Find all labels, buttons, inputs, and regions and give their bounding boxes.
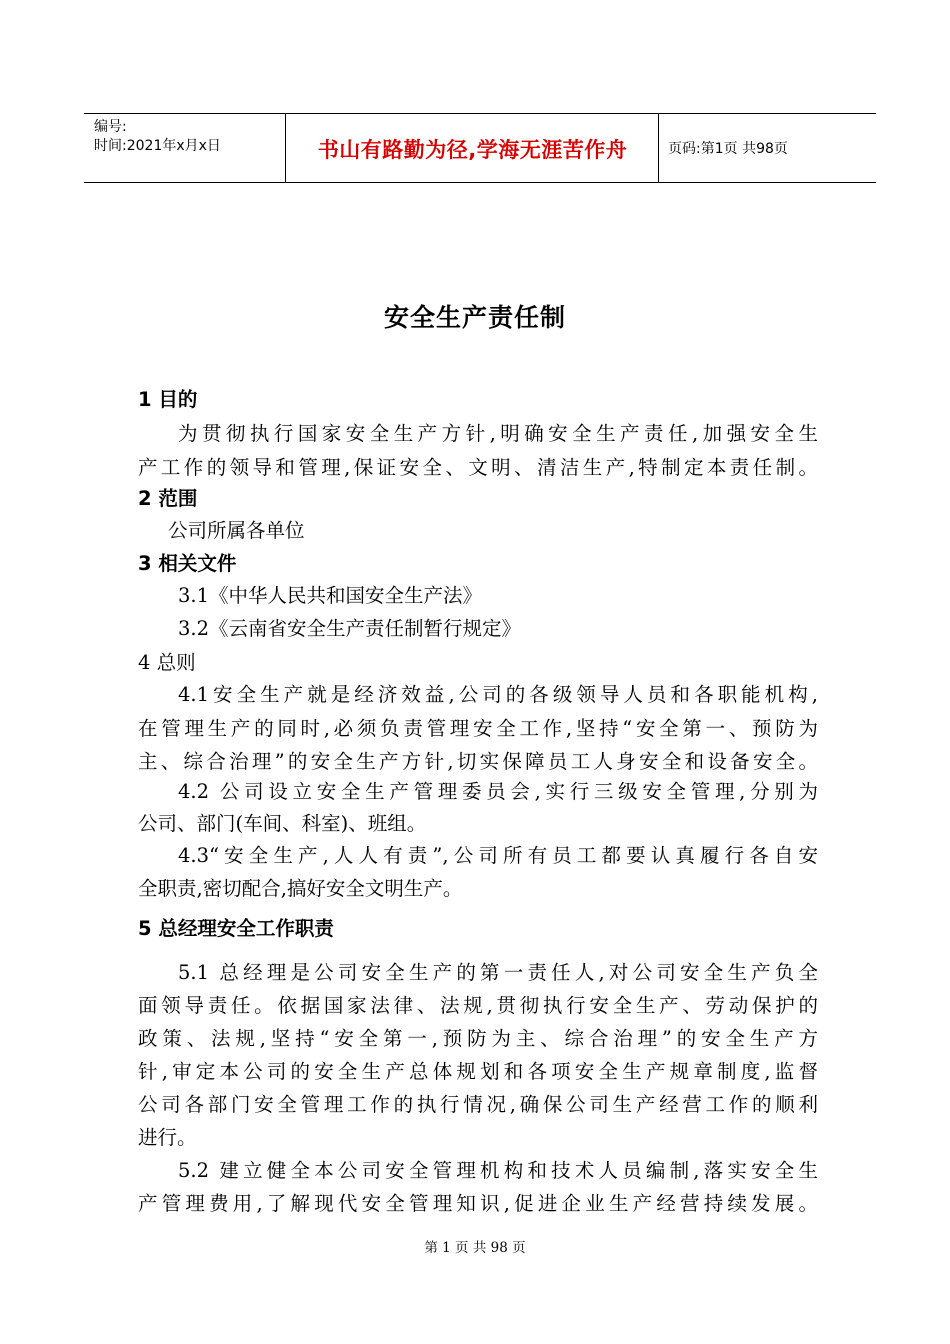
section-heading: 1 目的 [138, 388, 198, 411]
paragraph-line: 针,审定本公司的安全生产总体规划和各项安全生产规章制度,监督 [138, 1060, 818, 1083]
section-heading: 3 相关文件 [138, 552, 237, 575]
header-motto: 书山有路勤为径,学海无涯苦作舟 [317, 138, 628, 162]
section-heading: 2 范围 [138, 487, 198, 510]
paragraph-line: 全职责,密切配合,搞好安全文明生产。 [138, 877, 463, 900]
section-heading: 5 总经理安全工作职责 [138, 917, 334, 940]
document-header [84, 113, 876, 183]
paragraph-line: 产管理费用,了解现代安全管理知识,促进企业生产经营持续发展。 [138, 1192, 818, 1215]
header-meta [94, 118, 221, 156]
paragraph-line: 公司、部门(车间、科室)、班组。 [138, 812, 427, 835]
paragraph-line: 产工作的领导和管理,保证安全、文明、清洁生产,特制定本责任制。 [138, 456, 818, 479]
document-title: 安全生产责任制 [383, 303, 566, 332]
page-footer: 第 1 页 共 98 页 [424, 1240, 526, 1256]
reference-item: 3.2《云南省安全生产责任制暂行规定》 [178, 617, 522, 640]
paragraph-line: 4.1安全生产就是经济效益,公司的各级领导人员和各职能机构, [178, 683, 818, 706]
document-number: 编号: [94, 119, 127, 135]
header-page-info: 页码:第1页 共98页 [668, 141, 788, 157]
paragraph-line: 5.2 建立健全本公司安全管理机构和技术人员编制,落实安全生 [178, 1159, 818, 1182]
document-time: 时间:2021年x月x日 [94, 138, 221, 154]
paragraph-line: 为贯彻执行国家安全生产方针,明确安全生产责任,加强安全生 [178, 422, 818, 445]
paragraph-line: 4.2 公司设立安全生产管理委员会,实行三级安全管理,分别为 [178, 780, 818, 803]
paragraph-line: 公司所属各单位 [168, 519, 305, 542]
paragraph-line: 主、综合治理”的安全生产方针,切实保障员工人身安全和设备安全。 [138, 750, 818, 773]
paragraph-line: 进行。 [138, 1126, 197, 1149]
paragraph-line: 政策、法规,坚持“安全第一,预防为主、综合治理”的安全生产方 [138, 1027, 818, 1050]
reference-item: 3.1《中华人民共和国安全生产法》 [178, 584, 483, 607]
paragraph-line: 在管理生产的同时,必须负责管理安全工作,坚持“安全第一、预防为 [138, 717, 818, 740]
paragraph-line: 4.3“安全生产,人人有责”,公司所有员工都要认真履行各自安 [178, 844, 818, 867]
paragraph-line: 面领导责任。依据国家法律、法规,贯彻执行安全生产、劳动保护的 [138, 994, 818, 1017]
paragraph-line: 5.1 总经理是公司安全生产的第一责任人,对公司安全生产负全 [178, 961, 818, 984]
paragraph-line: 公司各部门安全管理工作的执行情况,确保公司生产经营工作的顺利 [138, 1093, 818, 1116]
section-heading: 4 总则 [138, 651, 196, 674]
